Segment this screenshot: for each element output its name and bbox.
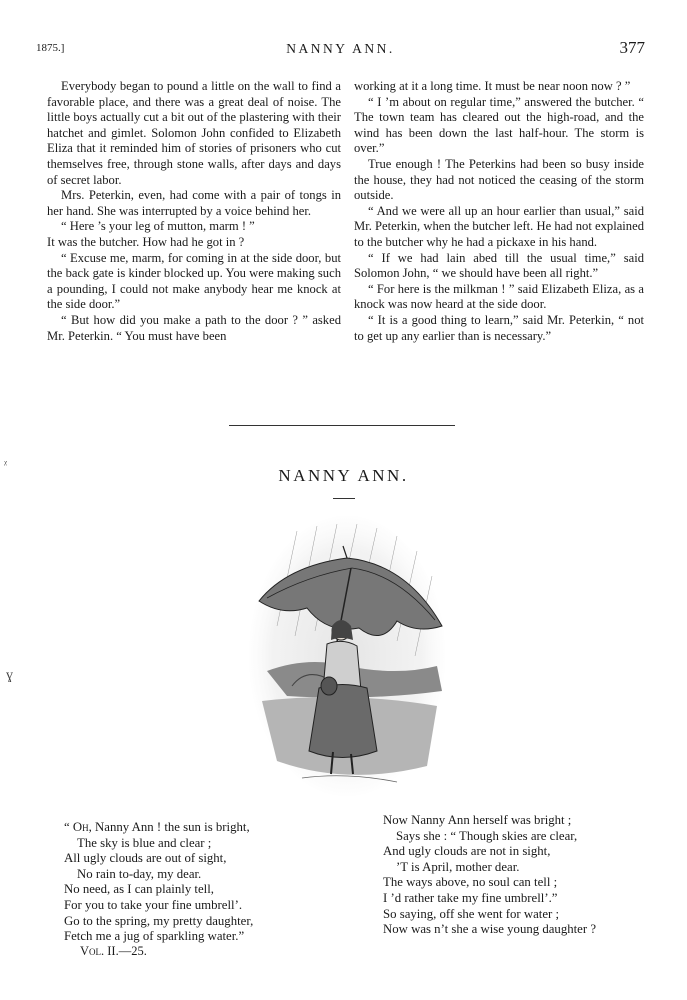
poem-line-rest: Nanny Ann ! the sun is bright, — [91, 820, 250, 834]
poem-line: The sky is blue and clear ; — [77, 835, 212, 850]
volume-signature: Vol. II.—25. — [80, 944, 147, 958]
paragraph: “ For here is the milkman ! ” said Elizabeth Eliza, as a knock was now heard at the side door. — [354, 281, 644, 312]
poem-line: Go to the spring, my pretty daughter, — [64, 913, 254, 928]
open-quote: “ — [64, 820, 73, 834]
paragraph: working at it a long time. It must be near noon now ? ” — [354, 79, 631, 93]
poem-line: No rain to-day, my dear. — [77, 866, 202, 881]
poem-line: The ways above, no soul can tell ; — [383, 875, 558, 890]
paragraph: True enough ! The Peterkins had been so busy inside the house, they had not noticed the ceasing of the storm outside. — [354, 156, 644, 203]
poem-line: And ugly clouds are not in sight, — [383, 844, 551, 859]
poem-line: For you to take your fine umbrell’. — [64, 897, 243, 912]
paragraph: “ If we had lain abed till the usual time,” said Solomon John, “ we should have been all right.” — [354, 250, 644, 281]
poem-stanza-left — [64, 820, 364, 945]
poem-line: All ugly clouds are out of sight, — [64, 851, 227, 866]
page-number: 377 — [619, 38, 645, 57]
header-running-title: NANNY ANN. — [286, 41, 395, 56]
paragraph: “ It is a good thing to learn,” said Mr. Peterkin, “ not to get up any earlier than is necessary.” — [354, 312, 644, 343]
header-year: 1875.] — [36, 42, 65, 54]
paragraph: “ But how did you make a path to the door ? ” asked Mr. Peterkin. “ You must have been — [47, 312, 341, 343]
poem-line: I ’d rather take my fine umbrell’.” — [383, 890, 558, 905]
poem-line: No need, as I can plainly tell, — [64, 882, 214, 897]
paragraph: Everybody began to pound a little on the wall to find a favorable place, and there was a great deal of noise. The little boys actually cut a bit out of the plastering with their hatchet and gimlet. Solomon John confided to Elizabeth Eliza that it reminded him of stories of prisoners who cut themselves free, through stone walls, after days and days of secret labor. — [47, 79, 341, 187]
poem-line: So saying, off she went for water ; — [383, 906, 560, 921]
girl-with-umbrella-illustration — [247, 516, 447, 806]
title-rule — [333, 498, 355, 499]
paragraph: “ And we were all up an hour earlier than usual,” said Mr. Peterkin, when the butcher left. He had not explained to the butcher why he had a pickaxe in his hand. — [354, 203, 644, 249]
paragraph: “ Here ’s your leg of mutton, marm ! ” — [61, 219, 255, 234]
poem-line: Now Nanny Ann herself was bright ; — [383, 813, 572, 827]
poem-line: Says she : “ Though skies are clear, — [396, 828, 578, 843]
drop-word: Oh, — [72, 820, 92, 834]
paragraph: It was the butcher. How had he got in ? — [47, 234, 245, 249]
margin-mark-icon: ɣ — [6, 668, 13, 683]
running-header — [36, 38, 645, 62]
margin-mark-icon: ᵡ — [4, 458, 8, 470]
paragraph: “ I ’m about on regular time,” answered the butcher. “ The town team has cleared out the high-road, and the wind has been down the last half-hour. The storm is over.” — [354, 94, 644, 156]
right-text-column — [354, 79, 644, 344]
left-text-column — [47, 79, 341, 344]
poem-line: Now was n’t she a wise young daughter ? — [383, 922, 596, 937]
poem-line: Fetch me a jug of sparkling water.” — [64, 929, 245, 944]
section-divider — [229, 425, 455, 426]
poem-title: NANNY ANN. — [278, 466, 409, 485]
poem-line: ’T is April, mother dear. — [396, 859, 520, 874]
paragraph: Mrs. Peterkin, even, had come with a pair of tongs in her hand. She was interrupted by a voice behind her. — [47, 188, 341, 218]
poem-stanza-right — [383, 813, 673, 938]
poem-line — [64, 820, 364, 836]
paragraph: “ Excuse me, marm, for coming in at the side door, but the back gate is kinder blocked up. You were making such a pounding, I could not make anybody hear me knock at the side door.” — [47, 250, 341, 312]
